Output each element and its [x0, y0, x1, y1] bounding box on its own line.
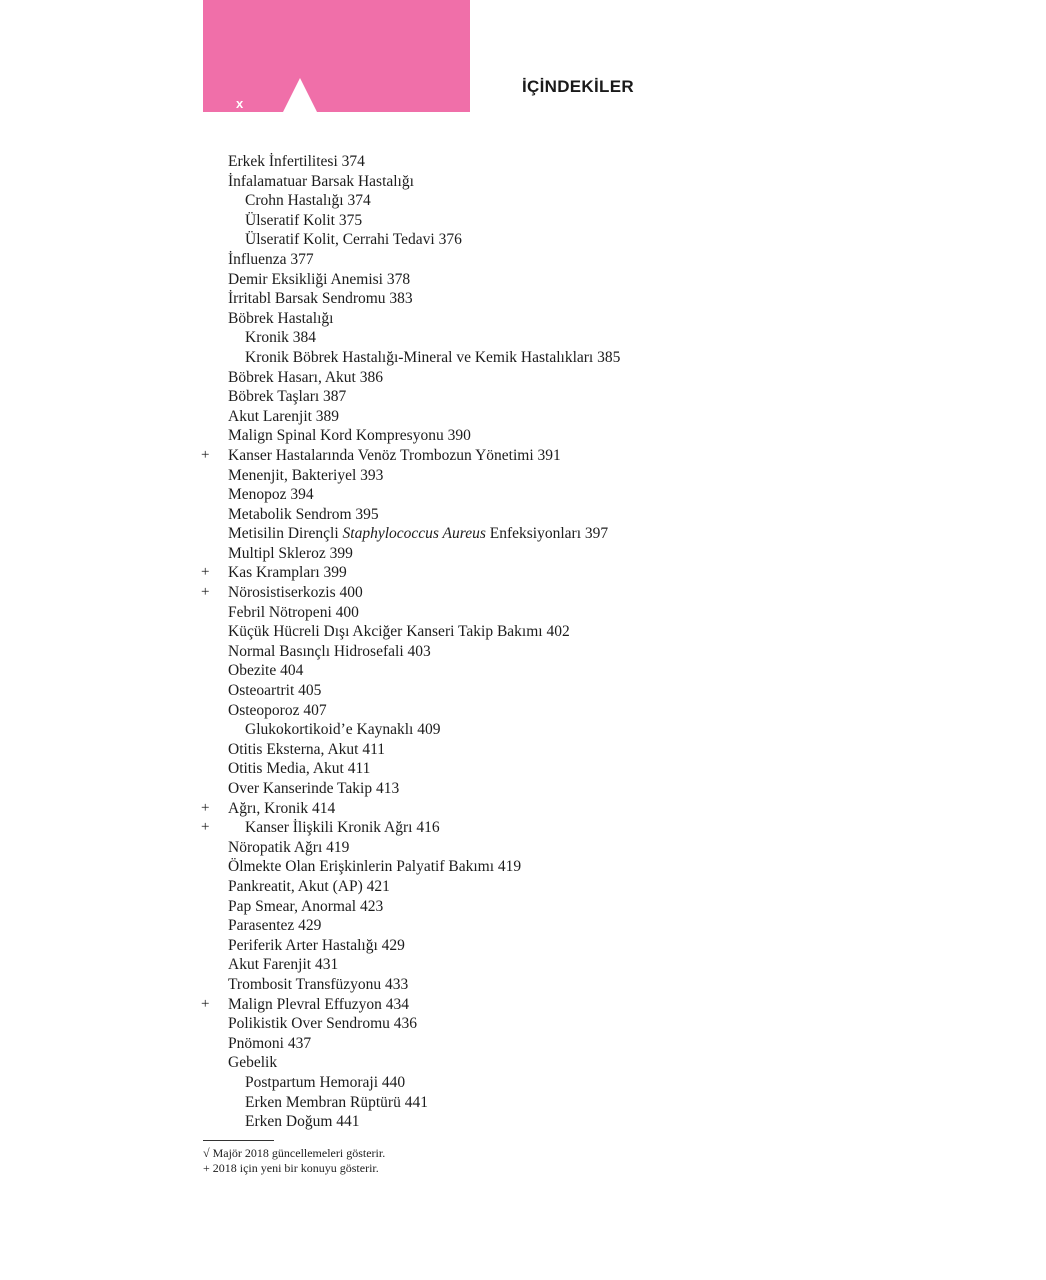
- toc-entry: [0, 916, 1046, 936]
- toc-entry-text: [228, 152, 365, 172]
- toc-entry: [0, 583, 1046, 603]
- toc-entry-text: [228, 270, 410, 290]
- toc-entry-text: [245, 230, 462, 250]
- toc-entry-label: Nöropatik Ağrı 419: [228, 838, 350, 856]
- toc-entry-label: Erken Membran Rüptürü 441: [245, 1093, 428, 1111]
- toc-entry-text: [245, 720, 440, 740]
- toc-entry-text: [228, 466, 383, 486]
- toc-entry-text: [228, 309, 333, 329]
- toc-entry-text: [228, 975, 408, 995]
- toc-entry: [0, 211, 1046, 231]
- toc-entry-text: [228, 368, 383, 388]
- toc-entry-label: Menopoz 394: [228, 486, 314, 504]
- toc-entry: [0, 466, 1046, 486]
- toc-entry: [0, 407, 1046, 427]
- toc-entry-text: [228, 955, 338, 975]
- toc-entry: [0, 563, 1046, 583]
- toc-entry: [0, 936, 1046, 956]
- toc-entry: [0, 642, 1046, 662]
- toc-entry: [0, 230, 1046, 250]
- toc-entry: [0, 857, 1046, 877]
- toc-entry-label: Over Kanserinde Takip 413: [228, 780, 400, 797]
- toc-entry: [0, 622, 1046, 642]
- new-topic-marker: +: [201, 446, 210, 463]
- toc-entry-text: [245, 348, 620, 368]
- toc-entry: [0, 1093, 1046, 1113]
- toc-entry: [0, 603, 1046, 623]
- toc-entry-label: Osteoporoz 407: [228, 701, 327, 719]
- toc-entry: [0, 877, 1046, 897]
- toc-entry-text: [228, 936, 405, 956]
- toc-entry-label: Pankreatit, Akut (AP) 421: [228, 877, 390, 895]
- toc-entry-label: Kanser Hastalarında Venöz Trombozun Yönetimi 391: [228, 446, 561, 464]
- toc-entry-italic: Staphylococcus Aureus: [342, 525, 486, 543]
- toc-entry-label: Malign Plevral Effuzyon 434: [228, 995, 409, 1013]
- toc-entry-text: [245, 211, 362, 231]
- toc-entry: [0, 544, 1046, 564]
- toc-entry-text: [228, 740, 385, 760]
- toc-entry: [0, 975, 1046, 995]
- toc-entry: [0, 348, 1046, 368]
- toc-entry-text: [228, 505, 379, 525]
- toc-entry-label: Febril Nötropeni 400: [228, 603, 359, 621]
- toc-entry-label: Metisilin Dirençli: [228, 525, 343, 543]
- toc-entry-label: İrritabl Barsak Sendromu 383: [228, 290, 413, 308]
- toc-entry: [0, 191, 1046, 211]
- toc-entry-label: Böbrek Hasarı, Akut 386: [228, 368, 383, 386]
- toc-entry-label: Kas Krampları 399: [228, 564, 347, 582]
- toc-entry-text: [228, 172, 414, 192]
- toc-entry-label: Multipl Skleroz 399: [228, 544, 353, 562]
- toc-entry: [0, 485, 1046, 505]
- toc-entry-text: [228, 622, 570, 642]
- toc-entry: [0, 995, 1046, 1015]
- toc-entry: [0, 1053, 1046, 1073]
- toc-entry-label: Akut Larenjit 389: [228, 407, 340, 425]
- toc-entry-label: Ülseratif Kolit 375: [245, 211, 363, 229]
- toc-entry-label: Akut Farenjit 431: [228, 956, 339, 974]
- toc-entry-text: [228, 1053, 277, 1073]
- toc-entry: [0, 152, 1046, 172]
- toc-entry-label: İnfluenza 377: [228, 250, 314, 268]
- toc-entry: [0, 250, 1046, 270]
- toc-entry-label: Normal Basınçlı Hidrosefali 403: [228, 642, 431, 660]
- toc-entry-label: Demir Eksikliği Anemisi 378: [228, 270, 411, 288]
- toc-entry-label: Trombosit Transfüzyonu 433: [228, 975, 409, 993]
- toc-entry-text: [228, 407, 339, 427]
- toc-entry-text: [228, 1014, 417, 1034]
- toc-entry-text: [228, 897, 383, 917]
- footnotes: [203, 1146, 385, 1176]
- toc-entry-label: Menenjit, Bakteriyel 393: [228, 466, 384, 484]
- new-topic-marker: +: [201, 564, 210, 581]
- toc-entry-label: Nörosistiserkozis 400: [228, 584, 363, 602]
- toc-entry: [0, 955, 1046, 975]
- toc-entry-label: Kronik 384: [245, 329, 317, 347]
- toc-entry-label: Pap Smear, Anormal 423: [228, 897, 384, 915]
- toc-entry-text: [228, 838, 349, 858]
- toc-entry-text: [245, 818, 440, 838]
- toc-entry-text: [228, 701, 327, 721]
- toc-entry: [0, 368, 1046, 388]
- toc-entry-text: [228, 681, 321, 701]
- toc-entry-label: Periferik Arter Hastalığı 429: [228, 936, 405, 954]
- toc-entry: [0, 740, 1046, 760]
- toc-entry: [0, 387, 1046, 407]
- toc-entry-text: [228, 426, 471, 446]
- toc-entry-label: Obezite 404: [228, 662, 304, 680]
- toc-entry-label: Küçük Hücreli Dışı Akciğer Kanseri Takip Bakımı 402: [228, 623, 570, 641]
- toc-entry-text: [228, 877, 390, 897]
- toc-entry-label: Metabolik Sendrom 395: [228, 505, 379, 523]
- toc-entry-text: [245, 191, 371, 211]
- toc-entry-text: [228, 250, 314, 270]
- toc-entry-text: [228, 583, 363, 603]
- toc-entry-text: [228, 995, 409, 1015]
- toc-entry-text: [228, 446, 561, 466]
- toc-entry: [0, 328, 1046, 348]
- toc-entry-text: [245, 328, 316, 348]
- new-topic-marker: +: [201, 584, 210, 601]
- toc-entry-text: [228, 1034, 311, 1054]
- toc-entry: [0, 446, 1046, 466]
- new-topic-marker: +: [201, 819, 210, 836]
- toc-entry-text: [228, 563, 347, 583]
- toc-entry: [0, 799, 1046, 819]
- toc-entry: [0, 505, 1046, 525]
- toc-entry-label: Crohn Hastalığı 374: [245, 192, 371, 210]
- toc-entry-label: Parasentez 429: [228, 917, 322, 935]
- toc-entry: [0, 1014, 1046, 1034]
- toc-entry-text: [245, 1073, 405, 1093]
- new-topic-marker: +: [201, 799, 210, 816]
- toc-entry: [0, 681, 1046, 701]
- toc-entry-label: Otitis Media, Akut 411: [228, 760, 371, 778]
- toc-entry: [0, 1073, 1046, 1093]
- toc-entry-label: Erken Doğum 441: [245, 1113, 360, 1131]
- toc-entry-label: Kronik Böbrek Hastalığı-Mineral ve Kemik Hastalıkları 385: [245, 348, 621, 366]
- toc-entry-text: [228, 387, 346, 407]
- new-topic-marker: +: [201, 995, 210, 1012]
- toc-entry-label: İnfalamatuar Barsak Hastalığı: [228, 172, 414, 190]
- toc-entry: [0, 701, 1046, 721]
- toc-entry-label: Erkek İnfertilitesi 374: [228, 153, 365, 170]
- toc-entry: [0, 897, 1046, 917]
- toc-entry-text: [228, 916, 321, 936]
- toc-entry-label: Pnömoni 437: [228, 1034, 312, 1052]
- toc-entry-label: Böbrek Taşları 387: [228, 388, 347, 406]
- toc-entry: [0, 1034, 1046, 1054]
- toc-entry-label: Gebelik: [228, 1054, 278, 1072]
- toc-entry: [0, 720, 1046, 740]
- footnote-new-topics: + 2018 için yeni bir konuyu gösterir.: [203, 1161, 379, 1175]
- toc-entry-text: [228, 642, 431, 662]
- toc-entry: [0, 818, 1046, 838]
- footnote-divider: [203, 1140, 274, 1141]
- toc-entry-label: Malign Spinal Kord Kompresyonu 390: [228, 427, 471, 445]
- toc-entry: [0, 524, 1046, 544]
- toc-entry-label: Ülseratif Kolit, Cerrahi Tedavi 376: [245, 231, 462, 249]
- toc-entry-text: [228, 779, 399, 799]
- toc-entry-text: [245, 1112, 360, 1132]
- toc-entry-text: [228, 799, 335, 819]
- toc-entry-text: [228, 524, 608, 544]
- table-of-contents: [0, 152, 1046, 1132]
- toc-entry-text: [228, 485, 314, 505]
- toc-entry: [0, 779, 1046, 799]
- header-triangle-notch: [283, 78, 317, 112]
- toc-entry: [0, 309, 1046, 329]
- toc-entry: [0, 661, 1046, 681]
- page-number: x: [236, 96, 244, 111]
- toc-entry-label: Ağrı, Kronik 414: [228, 799, 336, 817]
- toc-entry-text: [228, 857, 521, 877]
- toc-entry-label-cont: Enfeksiyonları 397: [485, 525, 609, 543]
- footnote-major-updates: √ Majör 2018 güncellemeleri gösterir.: [203, 1146, 386, 1160]
- toc-entry-label: Glukokortikoid’e Kaynaklı 409: [245, 721, 441, 739]
- toc-entry-label: Polikistik Over Sendromu 436: [228, 1015, 418, 1033]
- toc-entry-label: Postpartum Hemoraji 440: [245, 1073, 406, 1091]
- toc-entry-label: Böbrek Hastalığı: [228, 309, 334, 327]
- toc-entry: [0, 838, 1046, 858]
- toc-entry-label: Osteoartrit 405: [228, 682, 322, 700]
- toc-entry: [0, 172, 1046, 192]
- toc-entry-text: [228, 544, 353, 564]
- toc-entry: [0, 426, 1046, 446]
- toc-entry-text: [228, 661, 303, 681]
- toc-entry-label: Kanser İlişkili Kronik Ağrı 416: [245, 819, 440, 837]
- toc-entry-text: [228, 289, 413, 309]
- toc-entry-label: Ölmekte Olan Erişkinlerin Palyatif Bakımı 419: [228, 858, 522, 876]
- toc-entry: [0, 1112, 1046, 1132]
- toc-entry-text: [228, 759, 370, 779]
- toc-entry: [0, 759, 1046, 779]
- toc-entry: [0, 289, 1046, 309]
- page-title: İÇİNDEKİLER: [522, 77, 634, 96]
- toc-entry-label: Otitis Eksterna, Akut 411: [228, 740, 385, 758]
- toc-entry-text: [245, 1093, 428, 1113]
- toc-entry-text: [228, 603, 359, 623]
- toc-entry: [0, 270, 1046, 290]
